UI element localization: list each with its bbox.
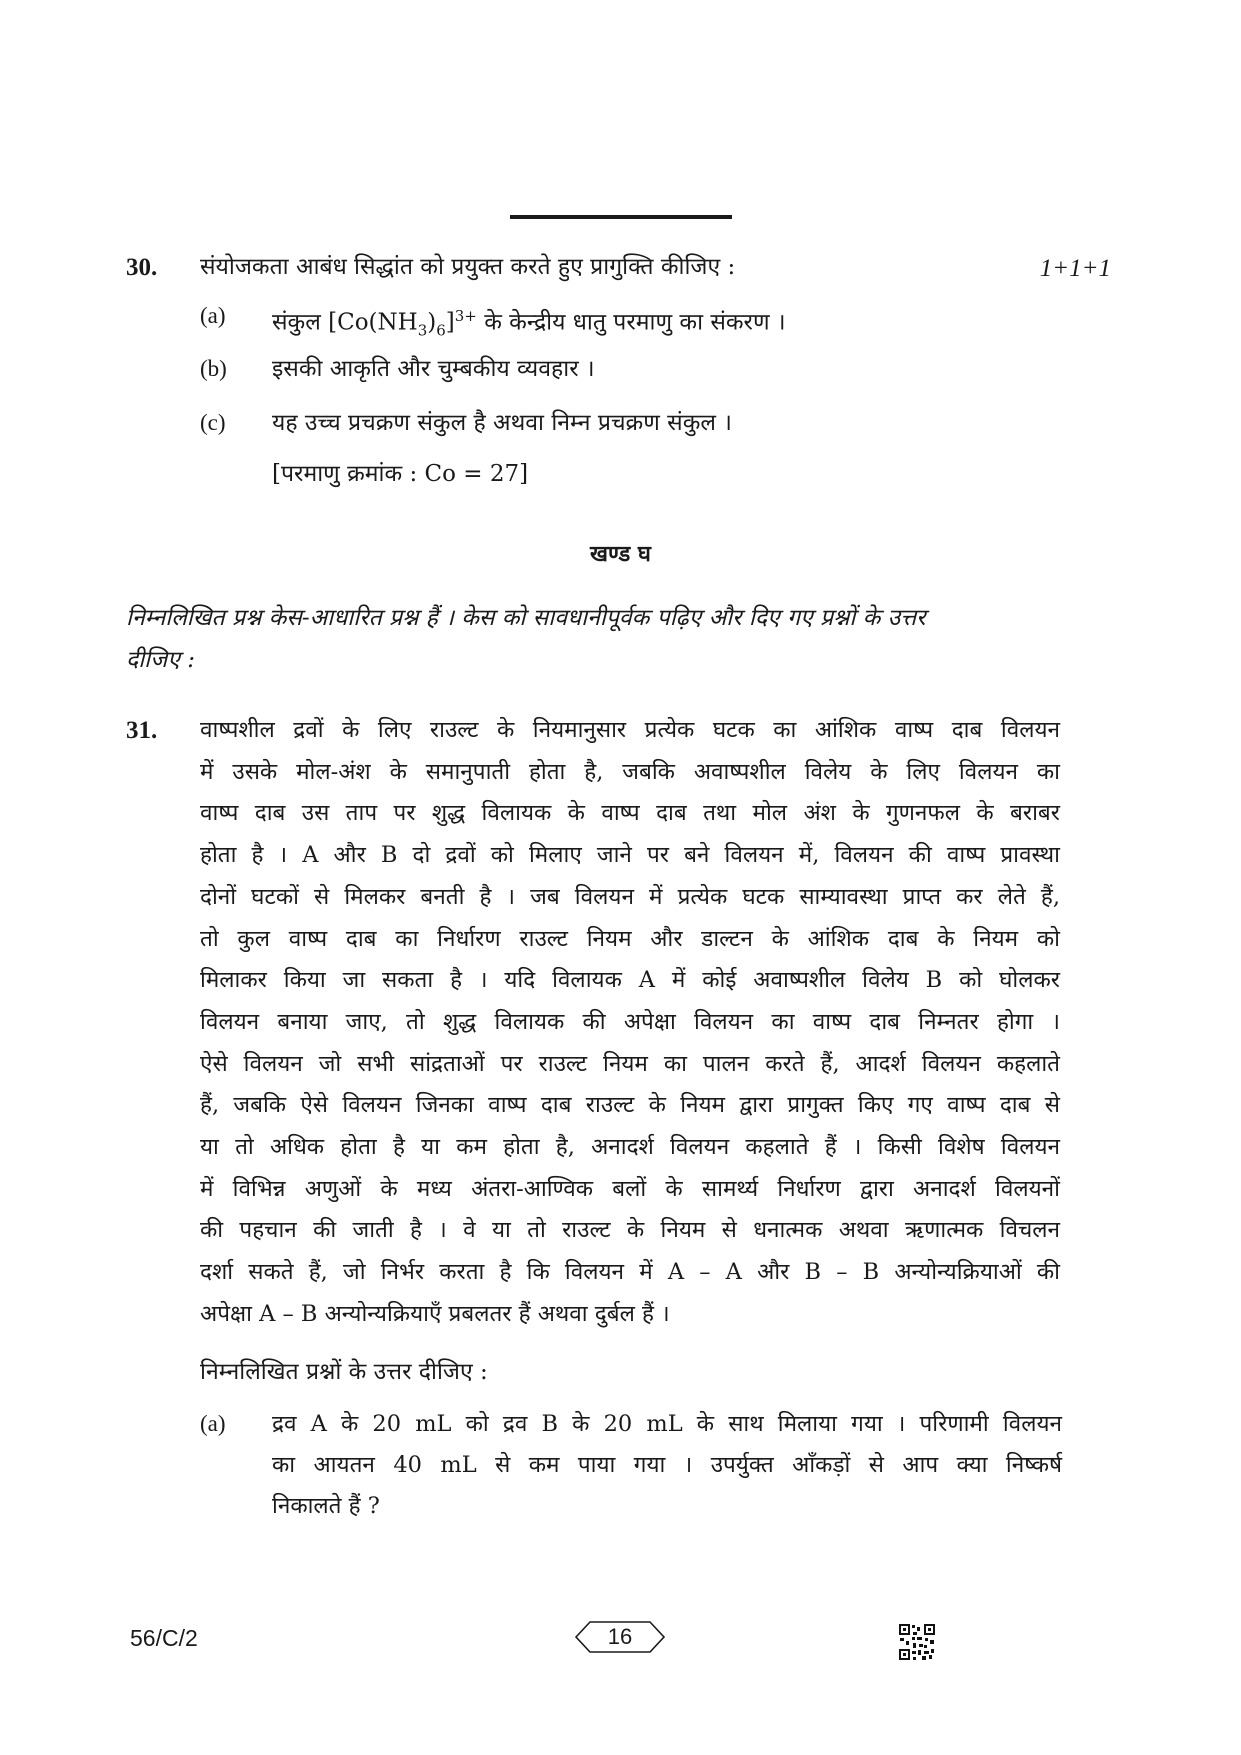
part-b-text: इसकी आकृति और चुम्बकीय व्यवहार । [272, 356, 595, 382]
passage-line: दर्शा सकते हैं, जो निर्भर करता है कि विलयन में A – A और B – B अन्योन्यक्रियाओं की [200, 1259, 1060, 1286]
paper-code: 56/C/2 [130, 1625, 198, 1651]
passage-line: होता है । A और B दो द्रवों को मिलाए जाने पर बने विलयन में, विलयन की वाष्प प्रावस्था [200, 842, 1060, 869]
passage-line: में विभिन्न अणुओं के मध्य अंतरा-आण्विक बलों के सामर्थ्य निर्धारण द्वारा अनादर्श विलयनों [200, 1175, 1060, 1202]
passage-line: ऐसे विलयन जो सभी सांद्रताओं पर राउल्ट नियम का पालन करते हैं, आदर्श विलयन कहलाते [200, 1050, 1060, 1077]
separator-rule [510, 215, 732, 219]
part-c-label: (c) [200, 410, 226, 435]
passage-line: विलयन बनाया जाए, तो शुद्ध विलायक की अपेक्षा विलयन का वाष्प दाब निम्नतर होगा । [200, 1008, 1060, 1035]
section-title: खण्ड घ [590, 541, 651, 567]
passage-line: हैं, जबकि ऐसे विलयन जिनका वाष्प दाब राउल्ट के नियम द्वारा प्रागुक्त किए गए वाष्प दाब से [200, 1092, 1060, 1119]
question-30-stem: संयोजकता आबंध सिद्धांत को प्रयुक्त करते हुए प्रागुक्ति कीजिए : [200, 254, 736, 280]
page-number: 16 [574, 1620, 666, 1654]
part-a-label: (a) [200, 303, 226, 328]
passage-line: मिलाकर किया जा सकता है । यदि विलायक A में कोई अवाष्पशील विलेय B को घोलकर [200, 967, 1060, 994]
q31-part-a-label: (a) [200, 1411, 226, 1436]
passage-line: दोनों घटकों से मिलकर बनती है । जब विलयन में प्रत्येक घटक साम्यावस्था प्राप्त कर लेते हैं, [200, 883, 1060, 910]
section-instruction: निम्नलिखित प्रश्न केस-आधारित प्रश्न हैं । केस को सावधानीपूर्वक पढ़िए और दिए गए प्रश्नों के उत्तर दीजिए : [126, 605, 926, 673]
question-30-marks: 1+1+1 [1039, 255, 1111, 282]
passage-line: में उसके मोल-अंश के समानुपाती होता है, जबकि अवाष्पशील विलेय के लिए विलयन का [200, 758, 1060, 785]
passage-line: या तो अधिक होता है या कम होता है, अनादर्श विलयन कहलाते हैं । किसी विशेष विलयन [200, 1134, 1060, 1161]
passage-line: वाष्प दाब उस ताप पर शुद्ध विलायक के वाष्प दाब तथा मोल अंश के गुणनफल के बराबर [200, 800, 1060, 827]
case-passage [200, 710, 1060, 1336]
q31-part-a-text: द्रव A के 20 mL को द्रव B के 20 mL के साथ मिलाया गया । परिणामी विलयन का आयतन 40 mL से कम पाया गया । उपर्युक्त आँकड़ों से आप क्या निष्कर्ष निकालते हैं ? [272, 1411, 1062, 1519]
passage-line: की पहचान की जाती है । वे या तो राउल्ट के नियम से धनात्मक अथवा ऋणात्मक विचलन [200, 1217, 1060, 1244]
qr-code-icon [898, 1623, 936, 1661]
passage-line: वाष्पशील द्रवों के लिए राउल्ट के नियमानुसार प्रत्येक घटक का आंशिक वाष्प दाब विलयन [200, 717, 1060, 743]
part-b-label: (b) [200, 356, 227, 381]
answer-prompt: निम्नलिखित प्रश्नों के उत्तर दीजिए : [200, 1359, 488, 1385]
passage-line: तो कुल वाष्प दाब का निर्धारण राउल्ट नियम और डाल्टन के आंशिक दाब के नियम को [200, 925, 1060, 952]
question-30-number: 30. [126, 254, 158, 281]
part-a-text: संकुल $[Co(NH_3)_6]^{3+}$ के केन्द्रीय धातु परमाणु का संकरण । [272, 307, 786, 340]
question-31-number: 31. [126, 717, 158, 744]
passage-line: अपेक्षा A – B अन्योन्यक्रियाएँ प्रबलतर हैं अथवा दुर्बल हैं । [200, 1300, 670, 1327]
atomic-number-note: [परमाणु क्रमांक : Co = 27] [272, 461, 529, 487]
part-c-text: यह उच्च प्रचक्रण संकुल है अथवा निम्न प्रचक्रण संकुल । [272, 410, 732, 436]
